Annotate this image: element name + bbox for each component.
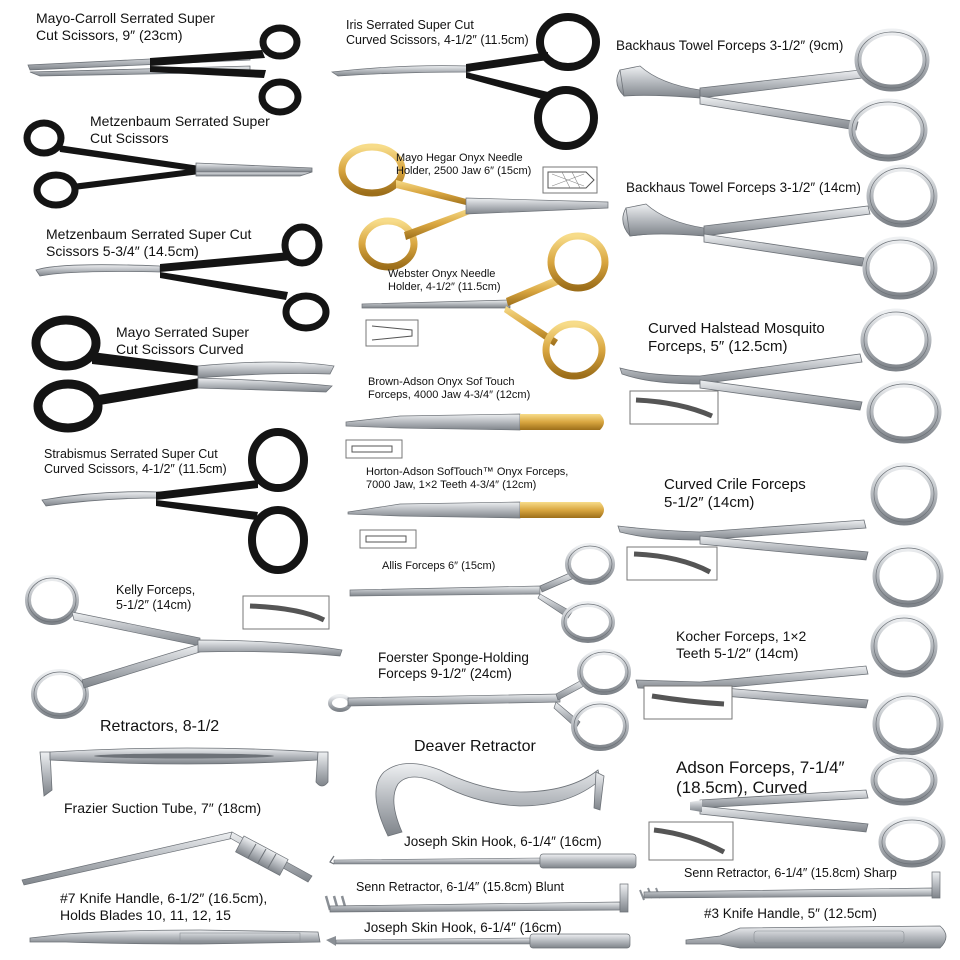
senn-retractor-blunt-label: Senn Retractor, 6-1/4″ (15.8cm) Blunt — [356, 880, 564, 894]
knife-handle-7-label: #7 Knife Handle, 6-1/2″ (16.5cm), Holds Blades 10, 11, 12, 15 — [60, 890, 268, 923]
horton-adson-forceps-image — [348, 502, 604, 548]
metzenbaum-scissors-label: Metzenbaum Serrated Super Cut Scissors — [90, 113, 270, 146]
strabismus-scissors-label: Strabismus Serrated Super Cut Curved Scissors, 4-1/2″ (11.5cm) — [44, 447, 227, 476]
joseph-skin-hook-2-label: Joseph Skin Hook, 6-1/4″ (16cm) — [364, 920, 562, 935]
kocher-forceps-label: Kocher Forceps, 1×2 Teeth 5-1/2″ (14cm) — [676, 628, 807, 661]
senn-retractor-sharp-label: Senn Retractor, 6-1/4″ (15.8cm) Sharp — [684, 866, 897, 880]
backhaus-forceps-14-label: Backhaus Towel Forceps 3-1/2″ (14cm) — [626, 180, 861, 195]
frazier-suction-tube-label: Frazier Suction Tube, 7″ (18cm) — [64, 800, 262, 816]
crile-forceps-label: Curved Crile Forceps 5-1/2″ (14cm) — [664, 476, 806, 511]
knife-handle-3-label: #3 Knife Handle, 5″ (12.5cm) — [704, 906, 877, 921]
mayo-hegar-needle-holder-label: Mayo Hegar Onyx Needle Holder, 2500 Jaw 6″ (15cm) — [396, 152, 532, 177]
brown-adson-forceps-image — [346, 414, 604, 458]
foerster-forceps-label: Foerster Sponge-Holding Forceps 9-1/2″ (24cm) — [378, 650, 529, 681]
retractors-image — [40, 748, 328, 796]
iris-scissors-label: Iris Serrated Super Cut Curved Scissors, 4-1/2″ (11.5cm) — [346, 18, 529, 47]
deaver-retractor-image — [376, 763, 604, 836]
horton-adson-forceps-label: Horton-Adson SofTouch™ Onyx Forceps, 7000 Jaw, 1×2 Teeth 4-3/4″ (12cm) — [366, 466, 569, 491]
halstead-mosquito-label: Curved Halstead Mosquito Forceps, 5″ (12.5cm) — [648, 320, 825, 355]
adson-forceps-curved-label: Adson Forceps, 7-1/4″ (18.5cm), Curved — [676, 758, 845, 798]
knife-handle-3-image — [686, 926, 946, 948]
webster-needle-holder-image — [362, 236, 605, 376]
mayo-scissors-curved-label: Mayo Serrated Super Cut Scissors Curved — [116, 324, 250, 357]
knife-handle-7-image — [30, 930, 320, 944]
webster-needle-holder-label: Webster Onyx Needle Holder, 4-1/2″ (11.5cm) — [388, 268, 501, 293]
retractors-label: Retractors, 8-1/2 — [100, 718, 220, 735]
frazier-suction-tube-image — [22, 832, 312, 885]
joseph-skin-hook-1-image — [330, 854, 636, 868]
metzenbaum-scissors-5-3-4-label: Metzenbaum Serrated Super Cut Scissors 5-3/4″ (14.5cm) — [46, 226, 252, 259]
backhaus-forceps-9-label: Backhaus Towel Forceps 3-1/2″ (9cm) — [616, 38, 844, 53]
allis-forceps-label: Allis Forceps 6″ (15cm) — [382, 560, 496, 572]
mayo-carroll-scissors-label: Mayo-Carroll Serrated Super Cut Scissors, 9″ (23cm) — [36, 10, 215, 43]
deaver-retractor-label: Deaver Retractor — [414, 738, 536, 755]
joseph-skin-hook-2-image — [326, 934, 630, 948]
joseph-skin-hook-1-label: Joseph Skin Hook, 6-1/4″ (16cm) — [404, 834, 602, 849]
kelly-forceps-label: Kelly Forceps, 5-1/2″ (14cm) — [116, 583, 196, 612]
brown-adson-forceps-label: Brown-Adson Onyx Sof Touch Forceps, 4000 Jaw 4-3/4″ (12cm) — [368, 376, 531, 401]
